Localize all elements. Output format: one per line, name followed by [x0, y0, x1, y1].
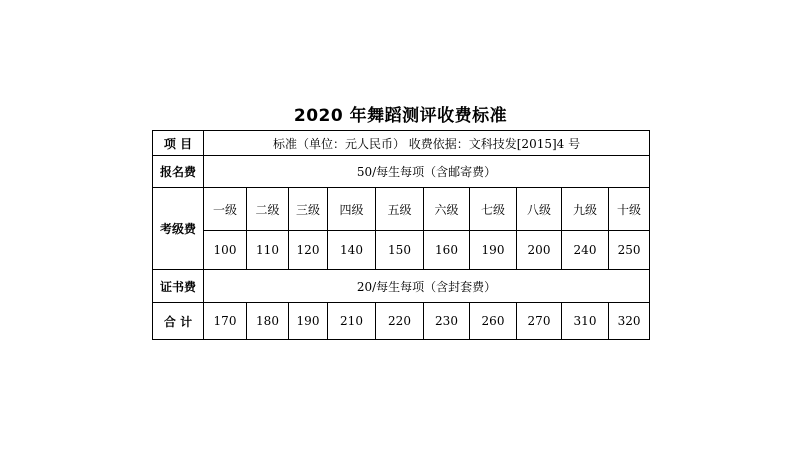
total-label: 合 计 — [153, 303, 204, 340]
registration-label: 报名费 — [153, 156, 204, 188]
table-row-exam-fees — [153, 231, 650, 270]
fee-table — [152, 130, 650, 340]
exam-fee-cell: 200 — [517, 231, 562, 270]
table-row-header — [153, 131, 650, 156]
exam-fee-cell: 250 — [609, 231, 650, 270]
level-cell: 一级 — [204, 188, 247, 231]
registration-value: 50/每生每项（含邮寄费） — [204, 156, 650, 188]
total-cell: 320 — [609, 303, 650, 340]
exam-fee-cell: 150 — [376, 231, 424, 270]
table-row-registration — [153, 156, 650, 188]
exam-fee-cell: 190 — [470, 231, 517, 270]
item-header-cell: 项 目 — [153, 131, 204, 156]
level-cell: 四级 — [328, 188, 376, 231]
exam-fee-cell: 240 — [562, 231, 609, 270]
table-row-total — [153, 303, 650, 340]
exam-label: 考级费 — [153, 188, 204, 270]
table-row-certificate — [153, 270, 650, 303]
level-cell: 五级 — [376, 188, 424, 231]
total-cell: 270 — [517, 303, 562, 340]
level-cell: 三级 — [289, 188, 328, 231]
exam-fee-cell: 120 — [289, 231, 328, 270]
page-title: 2020 年舞蹈测评收费标准 — [293, 106, 508, 126]
total-cell: 170 — [204, 303, 247, 340]
total-cell: 310 — [562, 303, 609, 340]
total-cell: 220 — [376, 303, 424, 340]
exam-fee-cell: 110 — [247, 231, 289, 270]
standard-header-cell: 标准（单位：元人民币） 收费依据：文科技发[2015]4 号 — [204, 131, 650, 156]
total-cell: 230 — [424, 303, 470, 340]
fee-document — [152, 103, 649, 340]
level-cell: 七级 — [470, 188, 517, 231]
certificate-value: 20/每生每项（含封套费） — [204, 270, 650, 303]
exam-fee-cell: 100 — [204, 231, 247, 270]
total-cell: 210 — [328, 303, 376, 340]
total-cell: 260 — [470, 303, 517, 340]
exam-fee-cell: 140 — [328, 231, 376, 270]
table-row-levels — [153, 188, 650, 231]
total-cell: 190 — [289, 303, 328, 340]
certificate-label: 证书费 — [153, 270, 204, 303]
level-cell: 八级 — [517, 188, 562, 231]
level-cell: 九级 — [562, 188, 609, 231]
level-cell: 十级 — [609, 188, 650, 231]
total-cell: 180 — [247, 303, 289, 340]
level-cell: 二级 — [247, 188, 289, 231]
exam-fee-cell: 160 — [424, 231, 470, 270]
level-cell: 六级 — [424, 188, 470, 231]
